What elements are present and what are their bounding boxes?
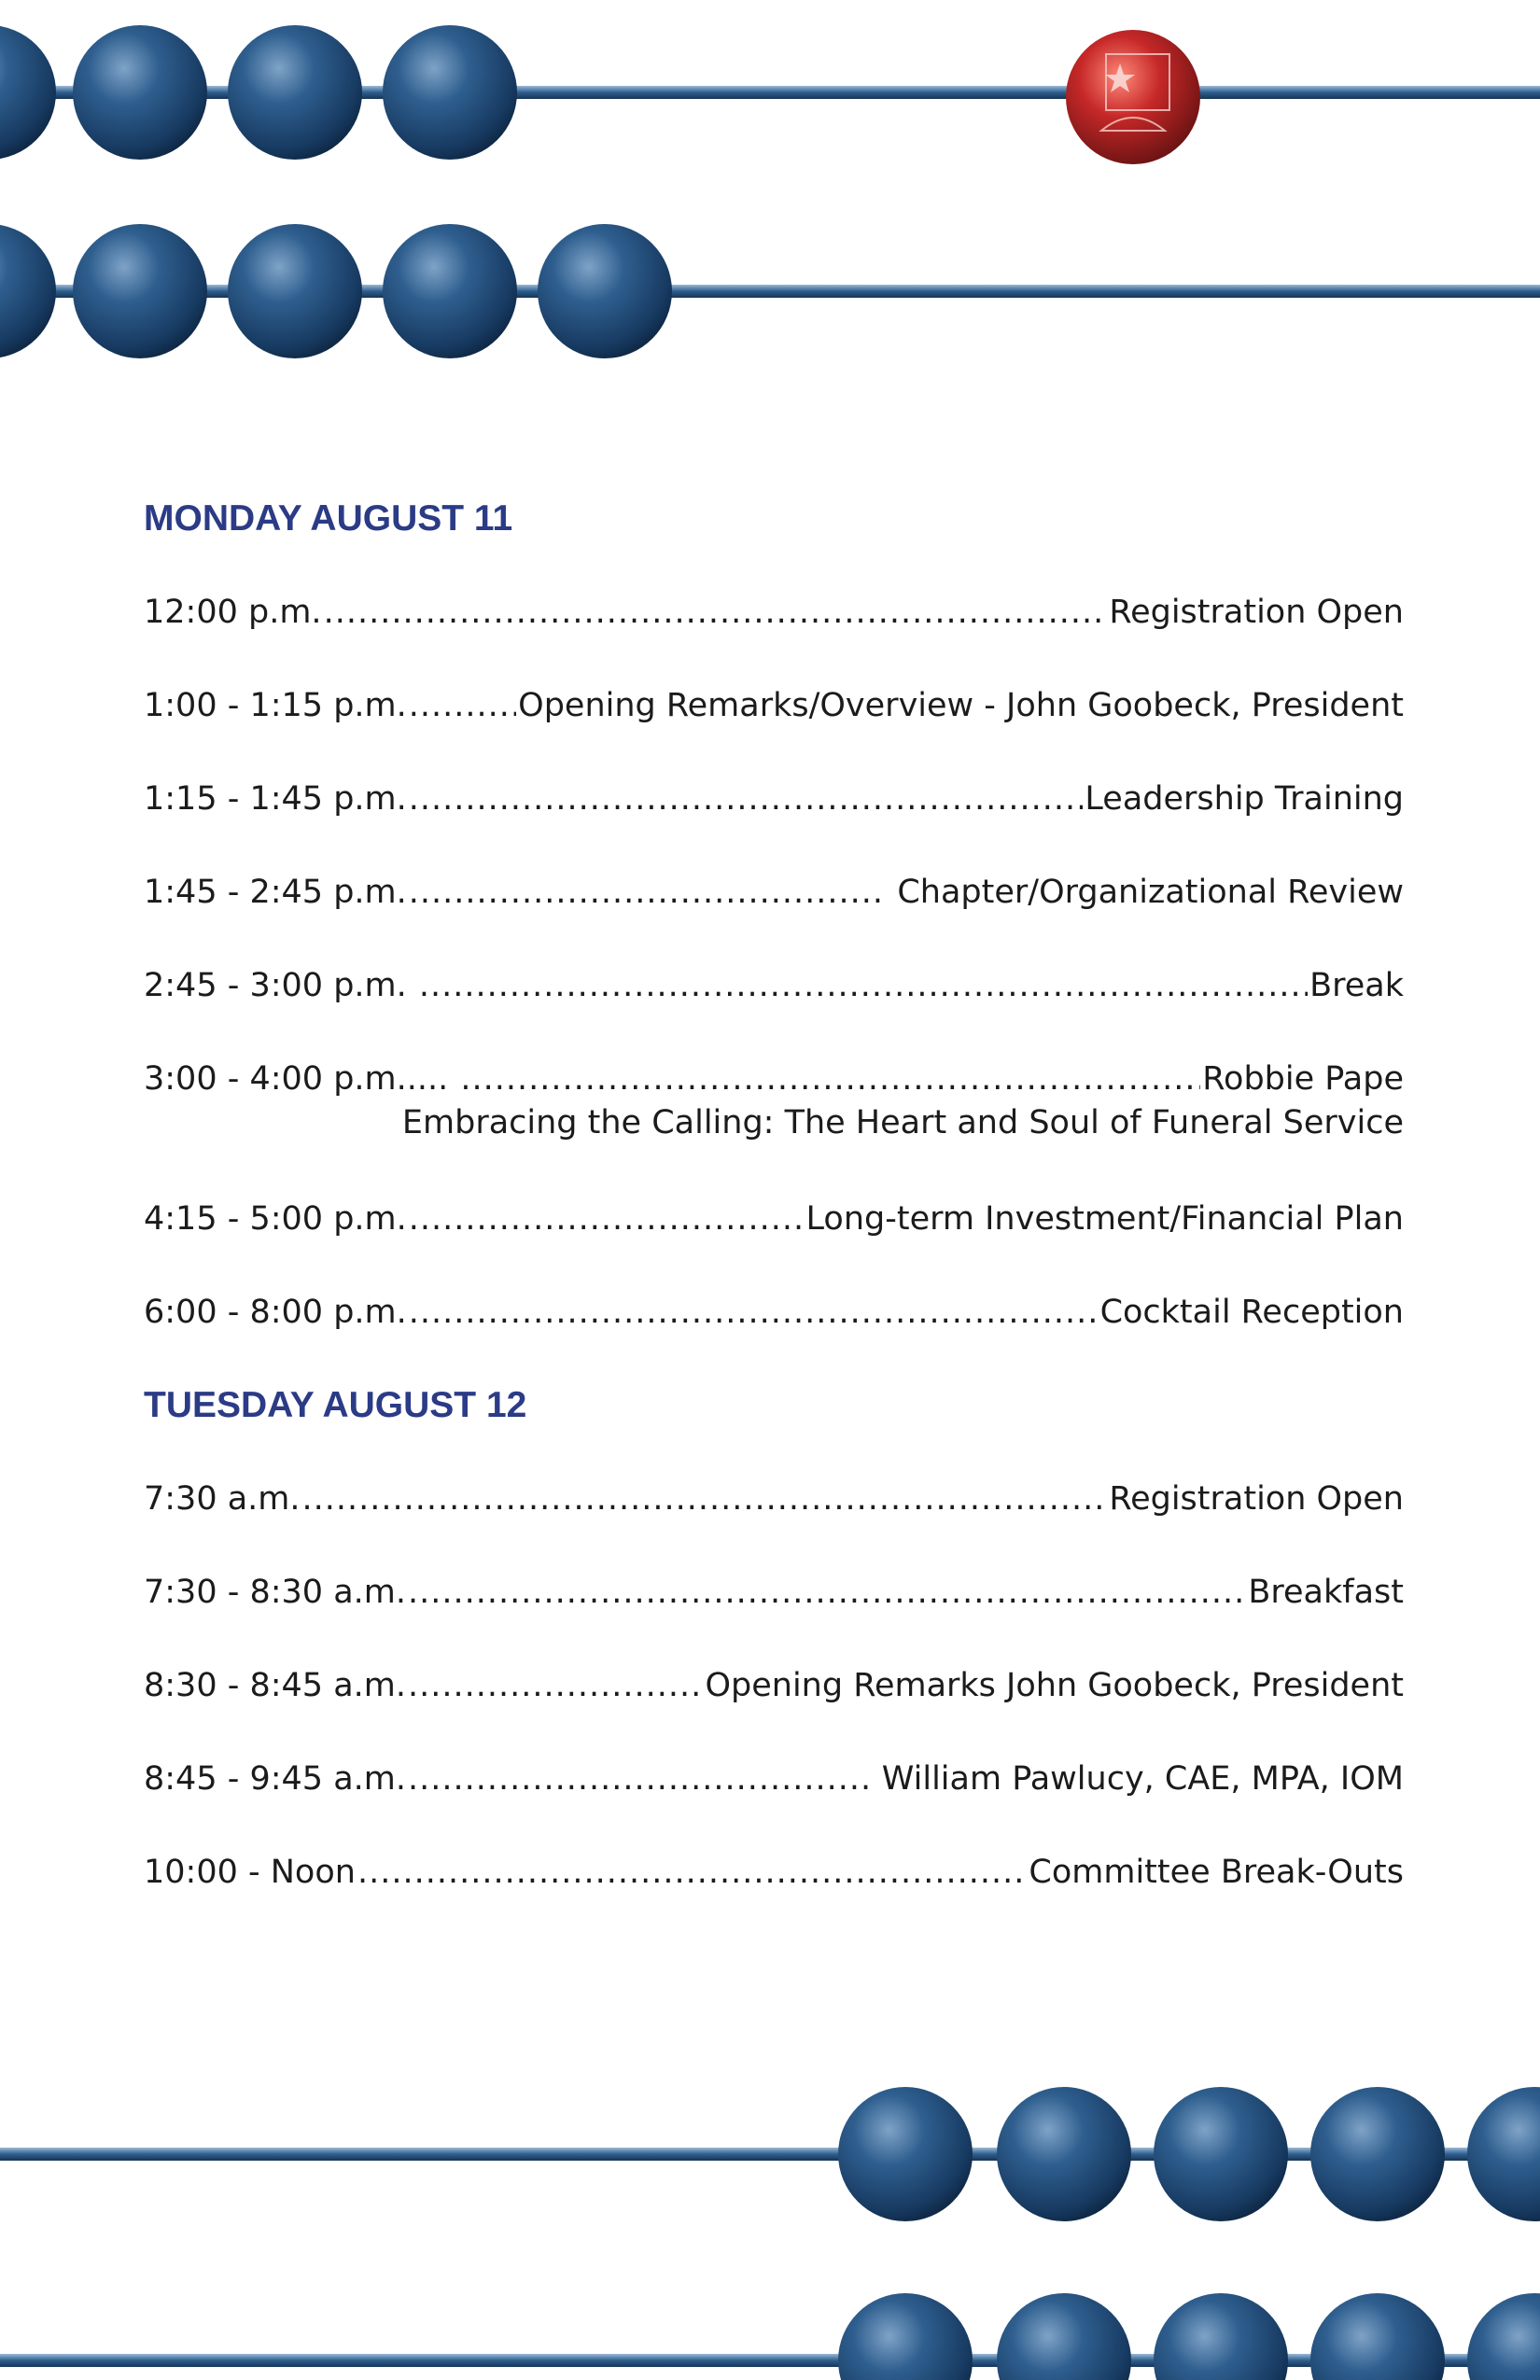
abacus-bead [0,224,56,358]
schedule-event: Opening Remarks/Overview - John Goobeck, President [518,687,1404,724]
schedule-row [144,952,1404,1045]
abacus-bead [1467,2087,1540,2221]
schedule-row [144,579,1404,672]
schedule-time: 1:00 - 1:15 p.m. [144,687,407,724]
day-heading-monday: MONDAY AUGUST 11 [144,498,513,539]
schedule [144,485,1404,1932]
schedule-time: 2:45 - 3:00 p.m. [144,967,417,1004]
schedule-time: 1:15 - 1:45 p.m. [144,780,407,818]
abacus-bead [538,224,672,358]
schedule-event: Long-term Investment/Financial Plan [805,1200,1404,1238]
dot-leader [408,1559,1246,1626]
session-subtitle: Embracing the Calling: The Heart and Soul of Funeral Service [401,1104,1404,1141]
schedule-row [144,672,1404,765]
abacus-bead [1467,2293,1540,2380]
dot-leader [409,859,885,926]
schedule-row [144,1045,1404,1185]
dot-leader [409,1279,1099,1346]
schedule-event: Leadership Training [1085,780,1404,818]
abacus-bead [1154,2293,1288,2380]
dot-leader [408,1745,870,1813]
abacus-bead [0,25,56,160]
schedule-event: William Pawlucy, CAE, MPA, IOM [871,1760,1404,1798]
schedule-event: Break [1309,967,1404,1004]
dot-leader [408,1652,703,1719]
dot-leader [302,1465,1108,1533]
schedule-time: 6:00 - 8:00 p.m. [144,1294,407,1331]
schedule-time: 1:45 - 2:45 p.m. [144,874,407,911]
schedule-event: Committee Break-Outs [1029,1854,1404,1891]
abacus-bead [1310,2293,1445,2380]
dot-leader [419,952,1308,1019]
schedule-row [144,1652,1404,1745]
schedule-event: Chapter/Organizational Review [887,874,1404,911]
schedule-row [144,1559,1404,1652]
dot-leader [409,765,1084,833]
schedule-row [144,1745,1404,1839]
schedule-event: Opening Remarks John Goobeck, President [705,1667,1404,1704]
schedule-row [144,765,1404,859]
abacus-bead-red [1066,30,1200,164]
abacus-bead [838,2293,973,2380]
abacus-bead [1154,2087,1288,2221]
schedule-row [144,859,1404,952]
abacus-bead [73,224,207,358]
schedule-event: Cocktail Reception [1099,1294,1404,1331]
abacus-bead [228,224,362,358]
schedule-row [144,1279,1404,1372]
schedule-event: Registration Open [1109,594,1404,631]
schedule-time: 8:30 - 8:45 a.m. [144,1667,406,1704]
dot-leader [324,579,1108,646]
schedule-row [144,1839,1404,1932]
abacus-bead [73,25,207,160]
schedule-time: 4:15 - 5:00 p.m. [144,1200,407,1238]
dot-leader [409,1185,805,1253]
dot-leader [409,672,516,739]
abacus-bead [838,2087,973,2221]
schedule-time: 8:45 - 9:45 a.m. [144,1760,406,1798]
abacus-rod [0,2354,1540,2367]
abacus-bead [383,25,517,160]
abacus-bead [997,2293,1131,2380]
schedule-row [144,1465,1404,1559]
schedule-time: 7:30 - 8:30 a.m. [144,1574,406,1611]
schedule-row [144,1185,1404,1279]
dot-leader [357,1839,1027,1906]
schedule-time: 7:30 a.m. [144,1480,301,1518]
abacus-bead [1310,2087,1445,2221]
schedule-time: 10:00 - Noon [144,1854,356,1891]
abacus-rod [0,2148,1540,2161]
abacus-bead [383,224,517,358]
schedule-event: Robbie Pape [1202,1060,1404,1098]
abacus-bead [997,2087,1131,2221]
schedule-event: Breakfast [1248,1574,1404,1611]
abacus-bead [228,25,362,160]
schedule-time: 3:00 - 4:00 p.m..... [144,1060,459,1098]
schedule-time: 12:00 p.m. [144,594,322,631]
day-heading-tuesday: TUESDAY AUGUST 12 [144,1385,527,1425]
schedule-event: Registration Open [1109,1480,1404,1518]
